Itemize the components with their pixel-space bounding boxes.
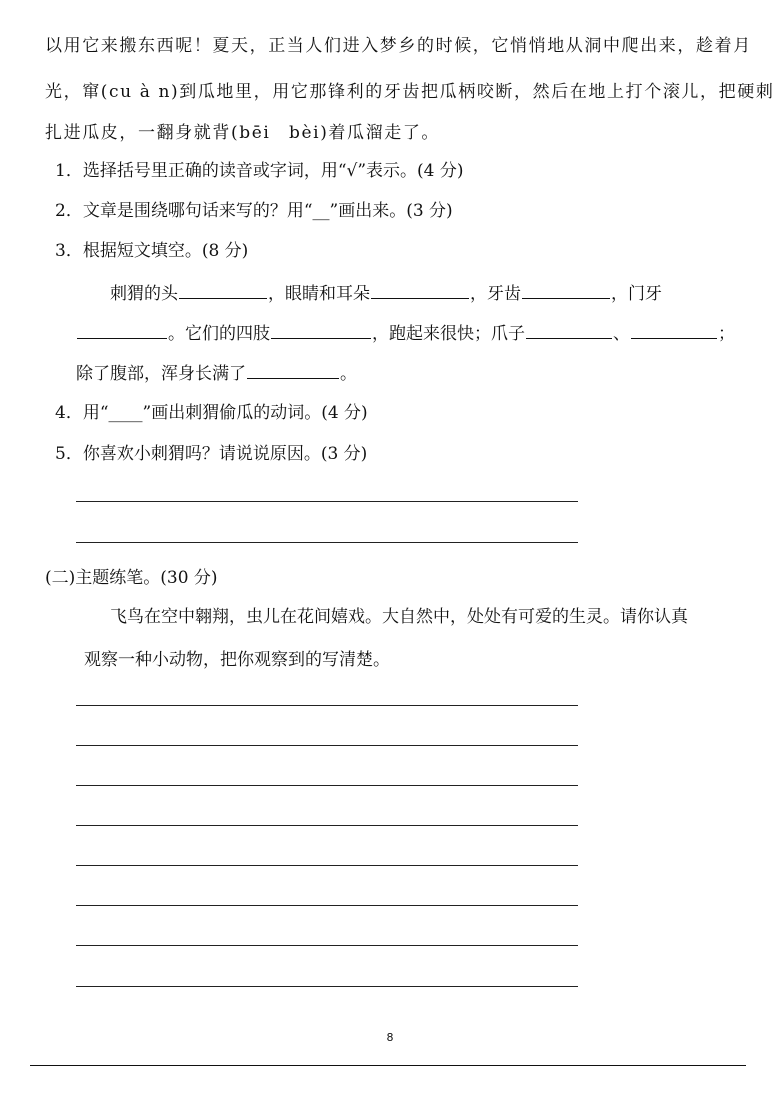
writing-line[interactable]: [76, 825, 578, 826]
answer-blank[interactable]: [271, 322, 371, 339]
writing-line[interactable]: [76, 705, 578, 706]
answer-blank[interactable]: [179, 282, 267, 299]
writing-line[interactable]: [76, 945, 578, 946]
fill-line-2: [76, 322, 735, 346]
question-4: 4．用“____”画出刺猬偷瓜的动词。(4 分): [55, 403, 368, 423]
story-line-3: 扎进瓜皮，一翻身就背(bēi bèi)着瓜溜走了。: [45, 123, 441, 143]
answer-blank[interactable]: [77, 322, 167, 339]
page-number: 8: [386, 1031, 394, 1044]
answer-blank[interactable]: [526, 322, 612, 339]
section-2-prompt-line-2: 观察一种小动物，把你观察到的写清楚。: [84, 650, 390, 670]
fill-line-3: [76, 362, 357, 386]
writing-line[interactable]: [76, 986, 578, 987]
writing-line[interactable]: [76, 745, 578, 746]
story-line-2: 光，窜(cu à n)到瓜地里，用它那锋利的牙齿把瓜柄咬断，然后在地上打个滚儿，把硬刺: [45, 82, 775, 102]
footer-divider: [30, 1065, 746, 1066]
section-2-title: (二)主题练笔。(30 分): [45, 568, 218, 588]
question-2: 2．文章是围绕哪句话来写的？用“__”画出来。(3 分): [55, 201, 453, 221]
writing-line[interactable]: [76, 785, 578, 786]
fill-text: 、: [613, 324, 630, 344]
fill-text: 。它们的四肢: [168, 324, 270, 344]
question-5: 5．你喜欢小刺猬吗？请说说原因。(3 分): [55, 444, 368, 464]
fill-text: 除了腹部，浑身长满了: [76, 364, 246, 384]
writing-line[interactable]: [76, 865, 578, 866]
section-2-prompt-line-1: 飞鸟在空中翱翔，虫儿在花间嬉戏。大自然中，处处有可爱的生灵。请你认真: [110, 607, 688, 627]
answer-blank[interactable]: [631, 322, 717, 339]
fill-text: ，门牙: [611, 284, 662, 304]
writing-line[interactable]: [76, 905, 578, 906]
fill-text: ，牙齿: [470, 284, 521, 304]
answer-blank[interactable]: [247, 362, 339, 379]
fill-text: ，眼睛和耳朵: [268, 284, 370, 304]
answer-line[interactable]: [76, 542, 578, 543]
answer-blank[interactable]: [522, 282, 610, 299]
fill-text: ，跑起来很快；爪子: [372, 324, 525, 344]
fill-text: 。: [340, 364, 357, 384]
fill-text: ；: [718, 324, 735, 344]
answer-blank[interactable]: [371, 282, 469, 299]
question-3: 3．根据短文填空。(8 分): [55, 241, 249, 261]
answer-line[interactable]: [76, 501, 578, 502]
question-1: 1．选择括号里正确的读音或字词，用“√”表示。(4 分): [55, 161, 464, 181]
fill-line-1: [110, 282, 662, 306]
story-line-1: 以用它来搬东西呢！夏天，正当人们进入梦乡的时候，它悄悄地从洞中爬出来，趁着月: [45, 36, 752, 56]
fill-text: 刺猬的头: [110, 284, 178, 304]
